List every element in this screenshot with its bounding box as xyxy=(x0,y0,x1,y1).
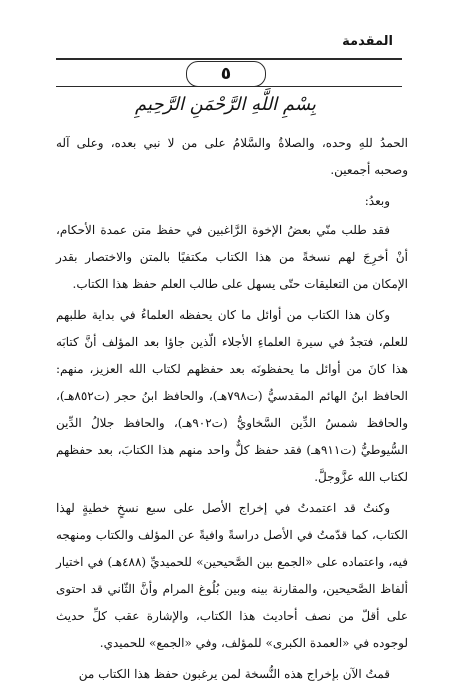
section-title: المقدمة xyxy=(342,34,393,49)
header-rule-top xyxy=(56,58,402,60)
page-number: ٥ xyxy=(186,61,266,87)
body-text xyxy=(56,130,408,692)
paragraph-request: فقد طلب منّي بعضُ الإخوة الرَّاغبين في حفظ متن عمدة الأحكام، أنْ أخرِجَ لهم نسخةً من هذا الكتاب مكتفيًا بالمتن والاختصار بقدر الإمكان من التعليقات حتّى يسهل على طالب العلم حفظ هذا الكتاب. xyxy=(56,223,408,291)
paragraph-current: قمتُ الآن بإخراج هذه النُّسخة لمن يرغبون حفظ هذا الكتاب من xyxy=(78,667,390,681)
basmala: بِسْمِ اللَّهِ الرَّحْمَنِ الرَّحِيمِ xyxy=(135,94,316,115)
paragraph-history: وكان هذا الكتاب من أوائل ما كان يحفظه العلماءُ في بداية طلبهم للعلم، فتجدُ في سيرة العلماءِ الأجلاء الّذين جاؤا بعد المؤلف أنَّ كتابَه هذا كانَ من أوائل ما يحفظونَه بعد حفظهم لكتاب الله العزيز، منهم: الحافظ ابنُ الهائم المقدسيُّ (ت٧٩٨هـ)، والحافظ ابنُ حجر (ت٨٥٢هـ)، والحافظ شمسُ الدِّين السَّخاويُّ (ت٩٠٢هـ)، والحافظ جلالُ الدِّين السُّيوطيُّ (ت٩١١هـ) فقد حفظ كلٌّ واحد منهم هذا الكتابَ، بعد حفظهم لكتاب الله عزَّوجلَّ. xyxy=(56,308,409,484)
paragraph-wabaad: وبعدُ: xyxy=(364,194,390,208)
paragraph-opening: الحمدُ للهِ وحده، والصلاةُ والسَّلامُ على من لا نبي بعده، وعلى آله وصحبه أجمعين. xyxy=(56,136,408,177)
paragraph-sources: وكنتُ قد اعتمدتُ في إخراج الأصل على سبع نسخٍ خطيةٍ لهذا الكتاب، كما قدّمتُ في الأصل دراسةً وافيةً عن المؤلف والكتاب ومنهجه فيه، واعتماده على «الجمع بين الصَّحيحين» للحميديِّ (٤٨٨هـ) في اختيار ألفاظ الصَّحيحين، والمقارنة بينه وبين بُلُوغ المرام وأنَّ الثّاني قد احتوى على أقلّ من نصف أحاديث هذا الكتاب، والإشارة عقب كلِّ حديث لوجوده في «العمدة الكبرى» للمؤلف، وفي «الجمع» للحميدي. xyxy=(56,501,409,650)
